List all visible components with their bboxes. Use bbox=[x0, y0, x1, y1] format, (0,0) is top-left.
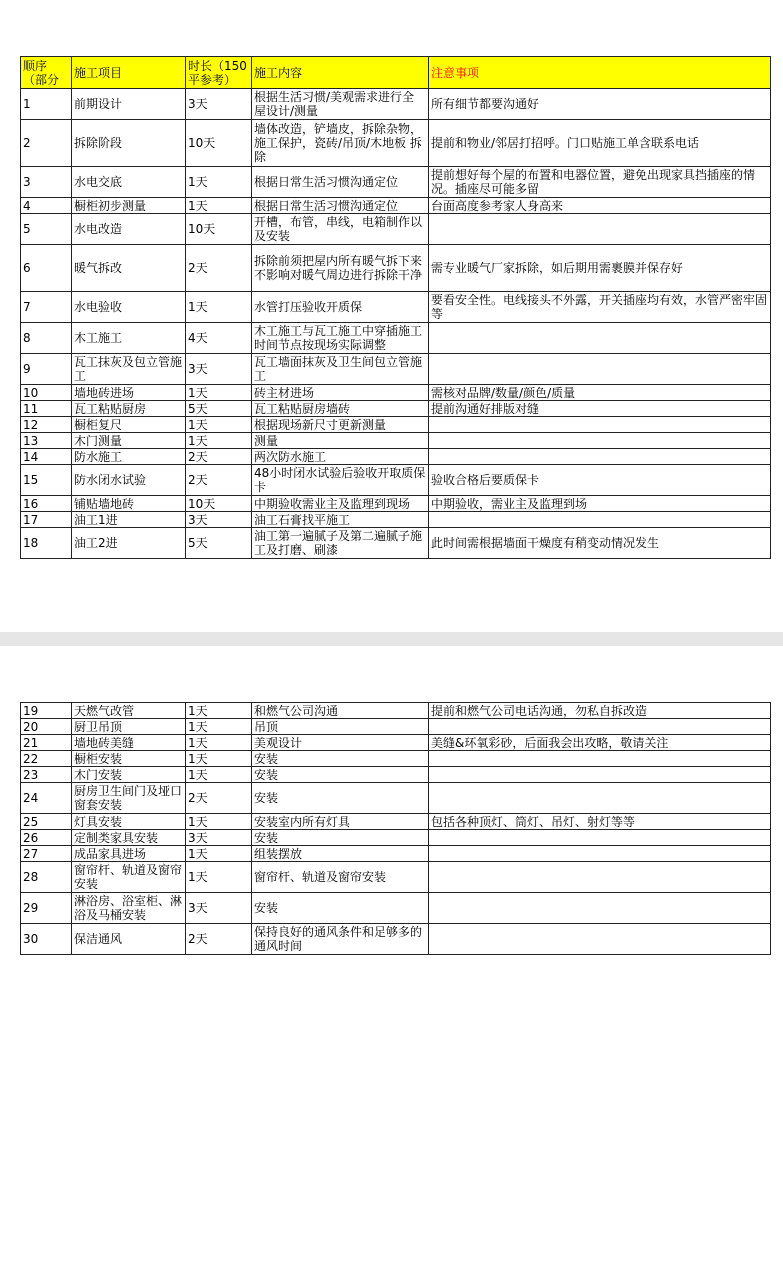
table-row bbox=[21, 735, 771, 751]
row-number: 29 bbox=[21, 893, 72, 924]
row-item: 木门安装 bbox=[72, 767, 186, 783]
row-item: 保洁通风 bbox=[72, 924, 186, 955]
row-duration: 1天 bbox=[186, 814, 252, 830]
row-duration: 1天 bbox=[186, 751, 252, 767]
row-item: 橱柜安装 bbox=[72, 751, 186, 767]
row-item: 拆除阶段 bbox=[72, 120, 186, 167]
row-notes bbox=[429, 830, 771, 846]
row-notes bbox=[429, 751, 771, 767]
row-notes: 验收合格后要质保卡 bbox=[429, 465, 771, 496]
row-notes bbox=[429, 433, 771, 449]
row-content: 和燃气公司沟通 bbox=[252, 703, 429, 719]
table-row bbox=[21, 814, 771, 830]
row-duration: 3天 bbox=[186, 354, 252, 385]
table-row bbox=[21, 120, 771, 167]
table-row bbox=[21, 846, 771, 862]
table-row bbox=[21, 292, 771, 323]
row-item: 定制类家具安装 bbox=[72, 830, 186, 846]
row-duration: 5天 bbox=[186, 528, 252, 559]
table-row bbox=[21, 167, 771, 198]
row-number: 10 bbox=[21, 385, 72, 401]
row-item: 成品家具进场 bbox=[72, 846, 186, 862]
row-notes bbox=[429, 893, 771, 924]
row-notes bbox=[429, 354, 771, 385]
row-duration: 1天 bbox=[186, 292, 252, 323]
row-content: 中期验收需业主及监理到现场 bbox=[252, 496, 429, 512]
row-notes bbox=[429, 924, 771, 955]
row-item: 暖气拆改 bbox=[72, 245, 186, 292]
row-content: 美观设计 bbox=[252, 735, 429, 751]
row-content: 油工石膏找平施工 bbox=[252, 512, 429, 528]
schedule-table-part-1 bbox=[20, 56, 771, 559]
row-duration: 3天 bbox=[186, 89, 252, 120]
row-duration: 1天 bbox=[186, 417, 252, 433]
row-number: 3 bbox=[21, 167, 72, 198]
row-item: 橱柜复尺 bbox=[72, 417, 186, 433]
table-row bbox=[21, 401, 771, 417]
table-row bbox=[21, 496, 771, 512]
row-duration: 1天 bbox=[186, 846, 252, 862]
row-duration: 3天 bbox=[186, 830, 252, 846]
row-notes bbox=[429, 512, 771, 528]
header-content: 施工内容 bbox=[252, 57, 429, 89]
row-number: 12 bbox=[21, 417, 72, 433]
schedule-table-part-2 bbox=[20, 702, 771, 955]
row-notes: 中期验收，需业主及监理到场 bbox=[429, 496, 771, 512]
row-content: 保持良好的通风条件和足够多的通风时间 bbox=[252, 924, 429, 955]
row-notes: 要看安全性。电线接头不外露，开关插座均有效，水管严密牢固等 bbox=[429, 292, 771, 323]
row-item: 油工2进 bbox=[72, 528, 186, 559]
row-notes: 需专业暖气厂家拆除，如后期用需裹膜并保存好 bbox=[429, 245, 771, 292]
row-content: 拆除前须把屋内所有暖气拆下来不影响对暖气周边进行拆除干净 bbox=[252, 245, 429, 292]
row-content: 木工施工与瓦工施工中穿插施工时间节点按现场实际调整 bbox=[252, 323, 429, 354]
row-item: 油工1进 bbox=[72, 512, 186, 528]
row-notes: 提前和物业/邻居打招呼。门口贴施工单含联系电话 bbox=[429, 120, 771, 167]
row-item: 天燃气改管 bbox=[72, 703, 186, 719]
table-row bbox=[21, 214, 771, 245]
row-content: 油工第一遍腻子及第二遍腻子施工及打磨、刷漆 bbox=[252, 528, 429, 559]
table-row bbox=[21, 198, 771, 214]
table-header-row bbox=[21, 57, 771, 89]
table-row bbox=[21, 245, 771, 292]
row-number: 6 bbox=[21, 245, 72, 292]
row-content: 根据日常生活习惯沟通定位 bbox=[252, 167, 429, 198]
row-number: 11 bbox=[21, 401, 72, 417]
row-number: 2 bbox=[21, 120, 72, 167]
row-notes: 所有细节都要沟通好 bbox=[429, 89, 771, 120]
row-item: 防水闭水试验 bbox=[72, 465, 186, 496]
row-content: 两次防水施工 bbox=[252, 449, 429, 465]
row-number: 8 bbox=[21, 323, 72, 354]
table-row bbox=[21, 703, 771, 719]
table-row bbox=[21, 323, 771, 354]
page-section-2 bbox=[0, 646, 783, 1280]
row-item: 墙地砖美缝 bbox=[72, 735, 186, 751]
row-number: 22 bbox=[21, 751, 72, 767]
row-notes: 提前和燃气公司电话沟通，勿私自拆改造 bbox=[429, 703, 771, 719]
table-row bbox=[21, 528, 771, 559]
row-duration: 4天 bbox=[186, 323, 252, 354]
table-row bbox=[21, 465, 771, 496]
row-number: 19 bbox=[21, 703, 72, 719]
row-number: 27 bbox=[21, 846, 72, 862]
row-item: 前期设计 bbox=[72, 89, 186, 120]
row-notes bbox=[429, 214, 771, 245]
row-number: 21 bbox=[21, 735, 72, 751]
table-row bbox=[21, 893, 771, 924]
row-number: 14 bbox=[21, 449, 72, 465]
row-notes: 需核对品牌/数量/颜色/质量 bbox=[429, 385, 771, 401]
row-duration: 1天 bbox=[186, 167, 252, 198]
row-number: 1 bbox=[21, 89, 72, 120]
row-content: 瓦工墙面抹灰及卫生间包立管施工 bbox=[252, 354, 429, 385]
row-number: 25 bbox=[21, 814, 72, 830]
row-content: 测量 bbox=[252, 433, 429, 449]
row-duration: 2天 bbox=[186, 245, 252, 292]
table-row bbox=[21, 417, 771, 433]
row-number: 5 bbox=[21, 214, 72, 245]
row-item: 淋浴房、浴室柜、淋浴及马桶安装 bbox=[72, 893, 186, 924]
header-item: 施工项目 bbox=[72, 57, 186, 89]
row-duration: 1天 bbox=[186, 719, 252, 735]
row-notes: 此时间需根据墙面干燥度有稍变动情况发生 bbox=[429, 528, 771, 559]
row-duration: 1天 bbox=[186, 767, 252, 783]
table-row bbox=[21, 767, 771, 783]
row-duration: 10天 bbox=[186, 214, 252, 245]
row-notes: 提前想好每个屋的布置和电器位置，避免出现家具挡插座的情况。插座尽可能多留 bbox=[429, 167, 771, 198]
row-item: 水电改造 bbox=[72, 214, 186, 245]
page-divider bbox=[0, 632, 783, 646]
table-row bbox=[21, 385, 771, 401]
row-duration: 1天 bbox=[186, 703, 252, 719]
row-content: 根据日常生活习惯沟通定位 bbox=[252, 198, 429, 214]
row-number: 9 bbox=[21, 354, 72, 385]
row-item: 橱柜初步测量 bbox=[72, 198, 186, 214]
row-content: 墙体改造，铲墙皮，拆除杂物，施工保护，瓷砖/吊顶/木地板 拆除 bbox=[252, 120, 429, 167]
header-notes: 注意事项 bbox=[429, 57, 771, 89]
row-number: 24 bbox=[21, 783, 72, 814]
page-section-1 bbox=[0, 0, 783, 632]
row-number: 26 bbox=[21, 830, 72, 846]
row-content: 安装 bbox=[252, 893, 429, 924]
row-number: 13 bbox=[21, 433, 72, 449]
row-content: 安装 bbox=[252, 783, 429, 814]
row-number: 4 bbox=[21, 198, 72, 214]
row-duration: 5天 bbox=[186, 401, 252, 417]
row-item: 瓦工粘贴厨房 bbox=[72, 401, 186, 417]
row-notes bbox=[429, 846, 771, 862]
table-row bbox=[21, 719, 771, 735]
table-row bbox=[21, 751, 771, 767]
row-item: 墙地砖进场 bbox=[72, 385, 186, 401]
row-item: 厨卫吊顶 bbox=[72, 719, 186, 735]
row-duration: 1天 bbox=[186, 433, 252, 449]
table-row bbox=[21, 924, 771, 955]
row-duration: 3天 bbox=[186, 893, 252, 924]
row-item: 瓦工抹灰及包立管施工 bbox=[72, 354, 186, 385]
table-row bbox=[21, 783, 771, 814]
row-item: 防水施工 bbox=[72, 449, 186, 465]
row-duration: 2天 bbox=[186, 465, 252, 496]
row-content: 窗帘杆、轨道及窗帘安装 bbox=[252, 862, 429, 893]
table-row bbox=[21, 830, 771, 846]
row-number: 20 bbox=[21, 719, 72, 735]
row-item: 灯具安装 bbox=[72, 814, 186, 830]
row-notes: 包括各种顶灯、筒灯、吊灯、射灯等等 bbox=[429, 814, 771, 830]
row-content: 水管打压验收开质保 bbox=[252, 292, 429, 323]
row-number: 7 bbox=[21, 292, 72, 323]
row-item: 水电交底 bbox=[72, 167, 186, 198]
table-row bbox=[21, 433, 771, 449]
header-duration: 时长（150平参考） bbox=[186, 57, 252, 89]
row-item: 厨房卫生间门及垭口窗套安装 bbox=[72, 783, 186, 814]
row-number: 30 bbox=[21, 924, 72, 955]
row-content: 组装摆放 bbox=[252, 846, 429, 862]
row-content: 吊顶 bbox=[252, 719, 429, 735]
row-notes bbox=[429, 323, 771, 354]
row-duration: 2天 bbox=[186, 449, 252, 465]
row-duration: 1天 bbox=[186, 385, 252, 401]
row-notes: 美缝&环氧彩砂，后面我会出攻略，敬请关注 bbox=[429, 735, 771, 751]
row-content: 48小时闭水试验后验收开取质保卡 bbox=[252, 465, 429, 496]
table-row bbox=[21, 449, 771, 465]
row-number: 16 bbox=[21, 496, 72, 512]
row-duration: 3天 bbox=[186, 512, 252, 528]
row-duration: 1天 bbox=[186, 735, 252, 751]
row-duration: 1天 bbox=[186, 198, 252, 214]
row-notes bbox=[429, 449, 771, 465]
table-row bbox=[21, 89, 771, 120]
row-number: 15 bbox=[21, 465, 72, 496]
row-number: 18 bbox=[21, 528, 72, 559]
row-notes bbox=[429, 417, 771, 433]
row-item: 窗帘杆、轨道及窗帘安装 bbox=[72, 862, 186, 893]
row-item: 木门测量 bbox=[72, 433, 186, 449]
header-order: 顺序（部分 bbox=[21, 57, 72, 89]
row-content: 安装 bbox=[252, 830, 429, 846]
table-row bbox=[21, 862, 771, 893]
row-item: 铺贴墙地砖 bbox=[72, 496, 186, 512]
row-number: 17 bbox=[21, 512, 72, 528]
row-notes bbox=[429, 862, 771, 893]
row-content: 开槽，布管，串线，电箱制作以及安装 bbox=[252, 214, 429, 245]
row-duration: 2天 bbox=[186, 924, 252, 955]
row-content: 砖主材进场 bbox=[252, 385, 429, 401]
row-content: 安装 bbox=[252, 767, 429, 783]
table-row bbox=[21, 512, 771, 528]
row-number: 23 bbox=[21, 767, 72, 783]
row-notes bbox=[429, 783, 771, 814]
row-content: 根据生活习惯/美观需求进行全屋设计/测量 bbox=[252, 89, 429, 120]
row-duration: 10天 bbox=[186, 120, 252, 167]
row-content: 安装 bbox=[252, 751, 429, 767]
row-notes bbox=[429, 719, 771, 735]
row-item: 木工施工 bbox=[72, 323, 186, 354]
row-duration: 1天 bbox=[186, 862, 252, 893]
row-content: 根据现场新尺寸更新测量 bbox=[252, 417, 429, 433]
row-number: 28 bbox=[21, 862, 72, 893]
row-content: 瓦工粘贴厨房墙砖 bbox=[252, 401, 429, 417]
table-row bbox=[21, 354, 771, 385]
row-notes: 提前沟通好排版对缝 bbox=[429, 401, 771, 417]
row-item: 水电验收 bbox=[72, 292, 186, 323]
row-content: 安装室内所有灯具 bbox=[252, 814, 429, 830]
row-notes bbox=[429, 767, 771, 783]
row-notes: 台面高度参考家人身高来 bbox=[429, 198, 771, 214]
row-duration: 2天 bbox=[186, 783, 252, 814]
row-duration: 10天 bbox=[186, 496, 252, 512]
